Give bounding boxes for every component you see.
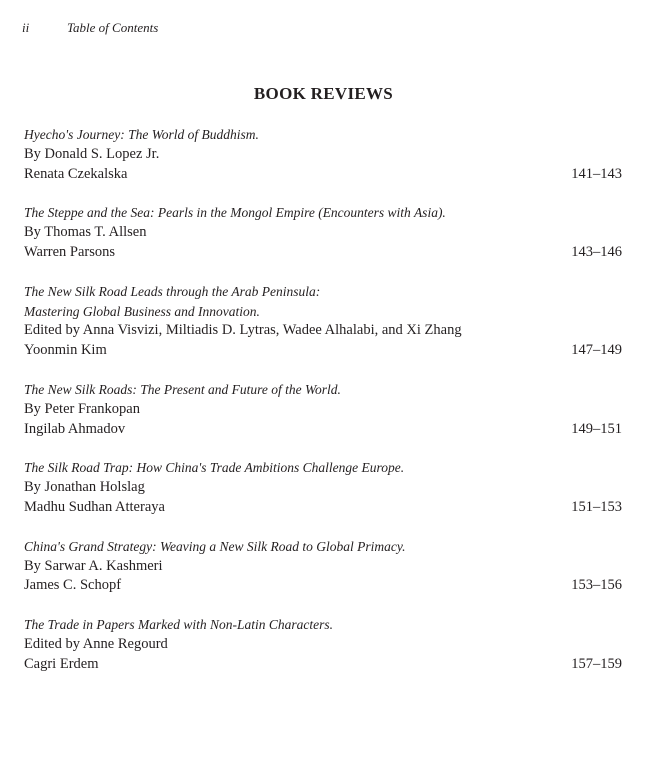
reviewer-name: Cagri Erdem bbox=[24, 655, 99, 672]
reviewer-name: Renata Czekalska bbox=[24, 165, 128, 182]
reviewer-name: James C. Schopf bbox=[24, 577, 122, 594]
book-title: Hyecho's Journey: The World of Buddhism. bbox=[24, 127, 259, 142]
book-author: Edited by Anna Visvizi, Miltiadis D. Lytras, Wadee Alhalabi, and Xi Zhang bbox=[24, 322, 462, 339]
section-heading: BOOK REVIEWS bbox=[253, 84, 394, 103]
book-title: The Steppe and the Sea: Pearls in the Mongol Empire (Encounters with Asia). bbox=[24, 205, 446, 221]
book-author: By Sarwar A. Kashmeri bbox=[24, 557, 163, 574]
book-author: By Donald S. Lopez Jr. bbox=[24, 145, 160, 162]
page-range: 151–153 bbox=[571, 498, 622, 515]
page-range: 141–143 bbox=[571, 165, 622, 182]
book-review-entry bbox=[24, 458, 622, 517]
page-range: 149–151 bbox=[571, 420, 622, 437]
book-review-entry bbox=[24, 380, 622, 439]
reviewer-name: Madhu Sudhan Atteraya bbox=[24, 498, 165, 515]
book-author: By Peter Frankopan bbox=[24, 400, 140, 417]
book-title: The New Silk Road Leads through the Arab Peninsula: bbox=[24, 283, 321, 299]
book-review-entry bbox=[24, 125, 622, 184]
reviewer-name: Warren Parsons bbox=[24, 243, 116, 260]
book-review-list bbox=[24, 125, 622, 694]
running-header bbox=[22, 20, 158, 36]
page-range: 153–156 bbox=[571, 577, 622, 594]
page-folio: ii bbox=[22, 20, 30, 35]
book-title: The Trade in Papers Marked with Non-Latin Characters. bbox=[24, 617, 334, 633]
book-author: By Jonathan Holslag bbox=[24, 479, 145, 496]
book-review-entry bbox=[24, 282, 622, 361]
book-review-entry bbox=[24, 537, 622, 596]
book-author: Edited by Anne Regourd bbox=[24, 635, 168, 652]
book-title: The New Silk Roads: The Present and Future of the World. bbox=[24, 381, 341, 397]
page-range: 143–146 bbox=[571, 243, 622, 260]
reviewer-name: Ingilab Ahmadov bbox=[24, 420, 126, 437]
page-range: 157–159 bbox=[571, 655, 622, 672]
book-review-entry bbox=[24, 203, 622, 262]
book-title: Mastering Global Business and Innovation. bbox=[24, 303, 260, 319]
book-title: The Silk Road Trap: How China's Trade Ambitions Challenge Europe. bbox=[24, 460, 405, 476]
book-author: By Thomas T. Allsen bbox=[24, 224, 147, 241]
book-title: China's Grand Strategy: Weaving a New Silk Road to Global Primacy. bbox=[24, 538, 406, 554]
running-title: Table of Contents bbox=[67, 20, 159, 35]
reviewer-name: Yoonmin Kim bbox=[24, 342, 107, 359]
page-range: 147–149 bbox=[571, 342, 622, 359]
book-review-entry bbox=[24, 615, 622, 674]
